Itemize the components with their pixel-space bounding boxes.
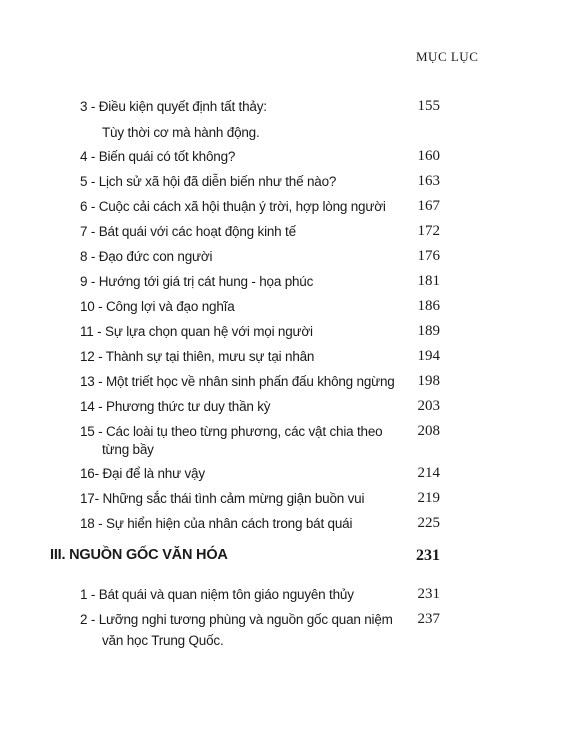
toc-entry[interactable] (80, 271, 440, 292)
toc-entry[interactable] (80, 196, 440, 217)
toc-page-number: 237 (417, 611, 440, 627)
toc-entry-title: 9 - Hướng tới giá trị cát hung - họa phúc (80, 274, 314, 289)
toc-page-number: 160 (417, 148, 440, 164)
toc-page-number: 225 (417, 515, 440, 531)
toc-entry-title: 8 - Đạo đức con người (80, 249, 213, 264)
toc-page-number: 172 (417, 223, 440, 239)
toc-entry-title: 4 - Biến quái có tốt không? (80, 149, 236, 164)
toc-section-heading[interactable]: III. NGUỒN GỐC VĂN HÓA (50, 547, 228, 563)
toc-page-number: 155 (417, 98, 440, 114)
toc-entry[interactable] (80, 146, 440, 167)
toc-page-number: 203 (417, 398, 440, 414)
toc-entry[interactable] (80, 396, 440, 417)
toc-entry-title: 7 - Bát quái với các hoạt động kinh tế (80, 224, 296, 239)
toc-page-number: 231 (417, 586, 440, 602)
toc-entry-title: 16- Đại để là như vậy (80, 466, 205, 481)
toc-entry-title: 14 - Phương thức tư duy thần kỳ (80, 399, 271, 414)
toc-entry[interactable] (80, 609, 440, 651)
toc-entry-title: 12 - Thành sự tại thiên, mưu sự tại nhân (80, 349, 315, 364)
toc-entry[interactable] (80, 321, 440, 342)
toc-entry-title: 13 - Một triết học về nhân sinh phấn đấu không ngừng (80, 374, 395, 389)
toc-entry-title: 5 - Lịch sử xã hội đã diễn biến như thế nào? (80, 174, 337, 189)
toc-entry-title: 3 - Điều kiện quyết định tất thảy: (80, 99, 267, 114)
toc-section-page-number: 231 (416, 547, 440, 564)
toc-page-number: 186 (417, 298, 440, 314)
toc-entry-title-continued: từng bầy (102, 442, 154, 457)
toc-entry-title: 18 - Sự hiển hiện của nhân cách trong bát quái (80, 516, 353, 531)
toc-page-number: 194 (417, 348, 440, 364)
toc-page-number: 167 (417, 198, 440, 214)
toc-entry[interactable] (80, 371, 440, 392)
toc-entry[interactable] (80, 96, 440, 143)
toc-entry[interactable] (80, 584, 440, 605)
toc-entry[interactable] (80, 421, 440, 460)
toc-entry[interactable] (80, 296, 440, 317)
toc-page-number: 181 (417, 273, 440, 289)
toc-page-number: 214 (417, 465, 440, 481)
toc-entry-title: 1 - Bát quái và quan niệm tôn giáo nguyên thủy (80, 587, 354, 602)
toc-entry[interactable] (80, 171, 440, 192)
toc-entry[interactable] (80, 346, 440, 367)
toc-entry-title: 17- Những sắc thái tình cảm mừng giận buồn vui (80, 491, 365, 506)
toc-entry-title-continued: văn học Trung Quốc. (102, 633, 224, 648)
toc-entry[interactable] (80, 221, 440, 242)
toc-page-number: 198 (417, 373, 440, 389)
running-header: MỤC LỤC (416, 49, 479, 64)
toc-entry-title: 15 - Các loài tụ theo từng phương, các vật chia theo (80, 424, 383, 439)
toc-page-number: 189 (417, 323, 440, 339)
toc-entry[interactable] (80, 246, 440, 267)
toc-entry-title: 11 - Sự lựa chọn quan hệ với mọi người (80, 324, 313, 339)
toc-entry-title: 6 - Cuộc cải cách xã hội thuận ý trời, hợp lòng người (80, 199, 386, 214)
toc-entry[interactable] (80, 488, 440, 509)
toc-page-number: 208 (417, 423, 440, 439)
toc-entry-title-continued: Tùy thời cơ mà hành động. (102, 125, 260, 140)
toc-entry[interactable] (80, 463, 440, 484)
toc-page-number: 163 (417, 173, 440, 189)
toc-entry-title: 2 - Lưỡng nghi tương phùng và nguồn gốc quan niệm (80, 612, 393, 627)
toc-entry[interactable] (80, 513, 440, 534)
toc-page-number: 219 (417, 490, 440, 506)
toc-page-number: 176 (417, 248, 440, 264)
toc-entry-title: 10 - Công lợi và đạo nghĩa (80, 299, 235, 314)
